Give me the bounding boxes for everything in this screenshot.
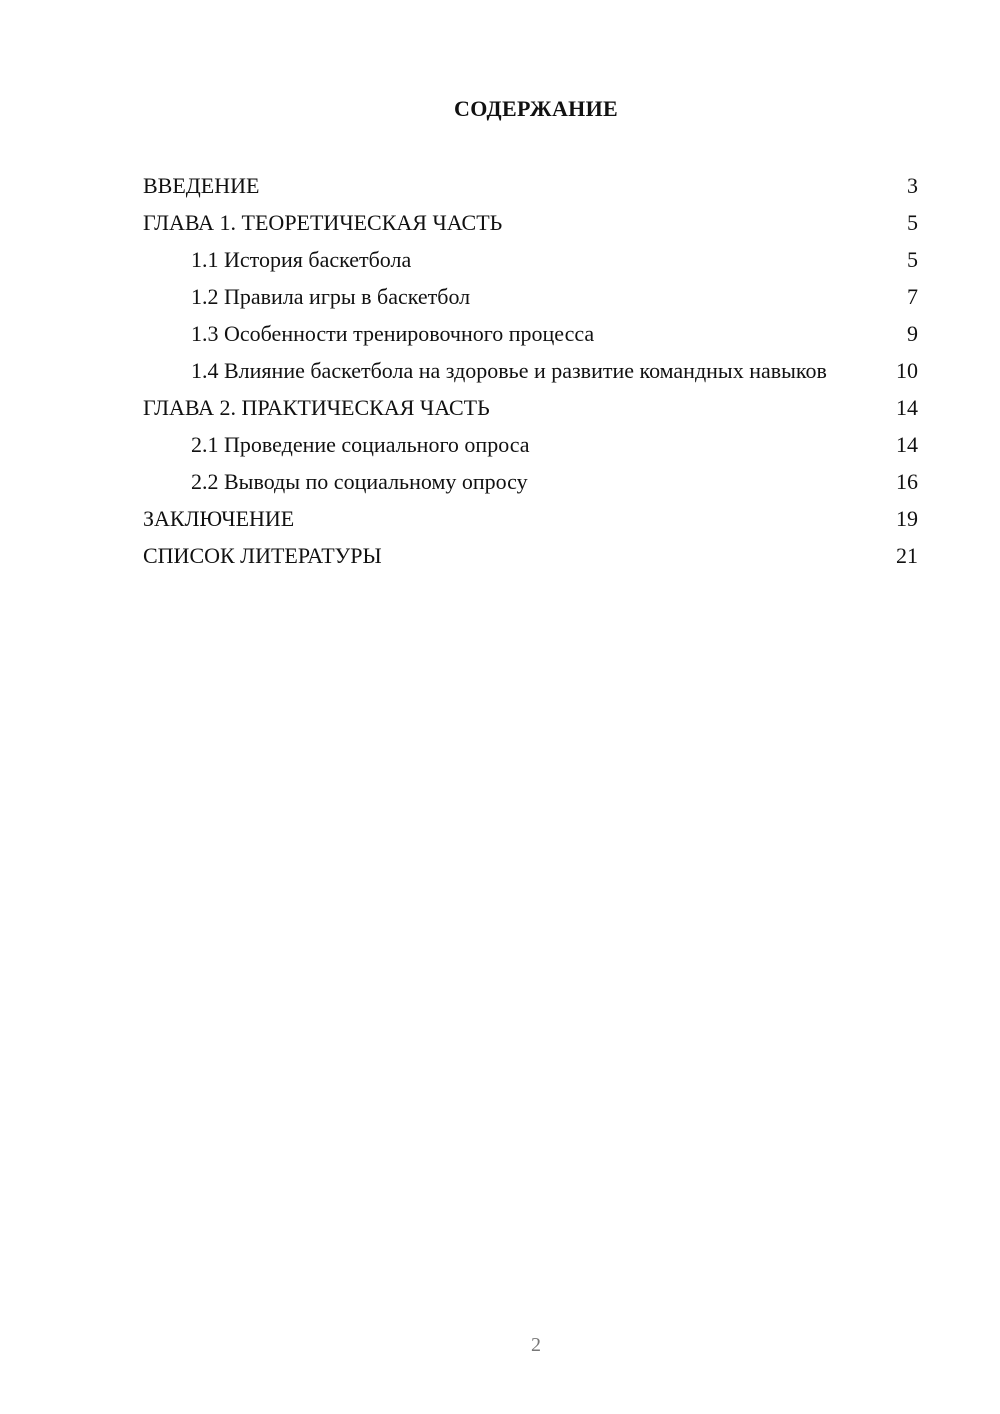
toc-entry-section-1-2[interactable] [143, 279, 918, 316]
toc-entry-page: 21 [896, 543, 918, 568]
toc-entry-section-1-4[interactable] [143, 353, 918, 390]
toc-entry-page: 19 [896, 506, 918, 531]
toc-title: СОДЕРЖАНИЕ [454, 96, 618, 121]
toc-entry-text: ГЛАВА 2. ПРАКТИЧЕСКАЯ ЧАСТЬ [143, 395, 490, 420]
toc-entry-text: 1.2 Правила игры в баскетбол [191, 284, 471, 309]
page-number: 2 [531, 1334, 541, 1356]
toc-entry-section-2-2[interactable] [143, 464, 918, 501]
toc-entry-page: 14 [896, 395, 918, 420]
toc-entry-page: 5 [907, 210, 918, 235]
toc-entry-section-1-1[interactable] [143, 242, 918, 279]
table-of-contents [143, 168, 918, 575]
toc-entry-page: 14 [896, 432, 918, 457]
toc-entry-chapter-1[interactable] [143, 205, 918, 242]
toc-entry-page: 5 [907, 247, 918, 272]
toc-entry-section-1-3[interactable] [143, 316, 918, 353]
toc-entry-text: ГЛАВА 1. ТЕОРЕТИЧЕСКАЯ ЧАСТЬ [143, 210, 503, 235]
toc-entry-page: 7 [907, 284, 918, 309]
toc-entry-references[interactable] [143, 538, 918, 575]
toc-entry-introduction[interactable] [143, 168, 918, 205]
toc-entry-text: ЗАКЛЮЧЕНИЕ [143, 506, 295, 531]
toc-entry-section-2-1[interactable] [143, 427, 918, 464]
toc-entry-page: 10 [896, 358, 918, 383]
toc-entry-text: 1.1 История баскетбола [191, 247, 412, 272]
toc-entry-text: 2.2 Выводы по социальному опросу [191, 469, 528, 494]
toc-entry-text: 1.4 Влияние баскетбола на здоровье и развитие командных навыков [191, 358, 827, 383]
toc-entry-page: 3 [907, 173, 918, 198]
toc-entry-page: 9 [907, 321, 918, 346]
toc-entry-text: 2.1 Проведение социального опроса [191, 432, 530, 457]
toc-entry-text: СПИСОК ЛИТЕРАТУРЫ [143, 543, 382, 568]
toc-entry-text: 1.3 Особенности тренировочного процесса [191, 321, 595, 346]
toc-entry-text: ВВЕДЕНИЕ [143, 173, 260, 198]
toc-entry-chapter-2[interactable] [143, 390, 918, 427]
toc-entry-page: 16 [896, 469, 918, 494]
toc-entry-conclusion[interactable] [143, 501, 918, 538]
